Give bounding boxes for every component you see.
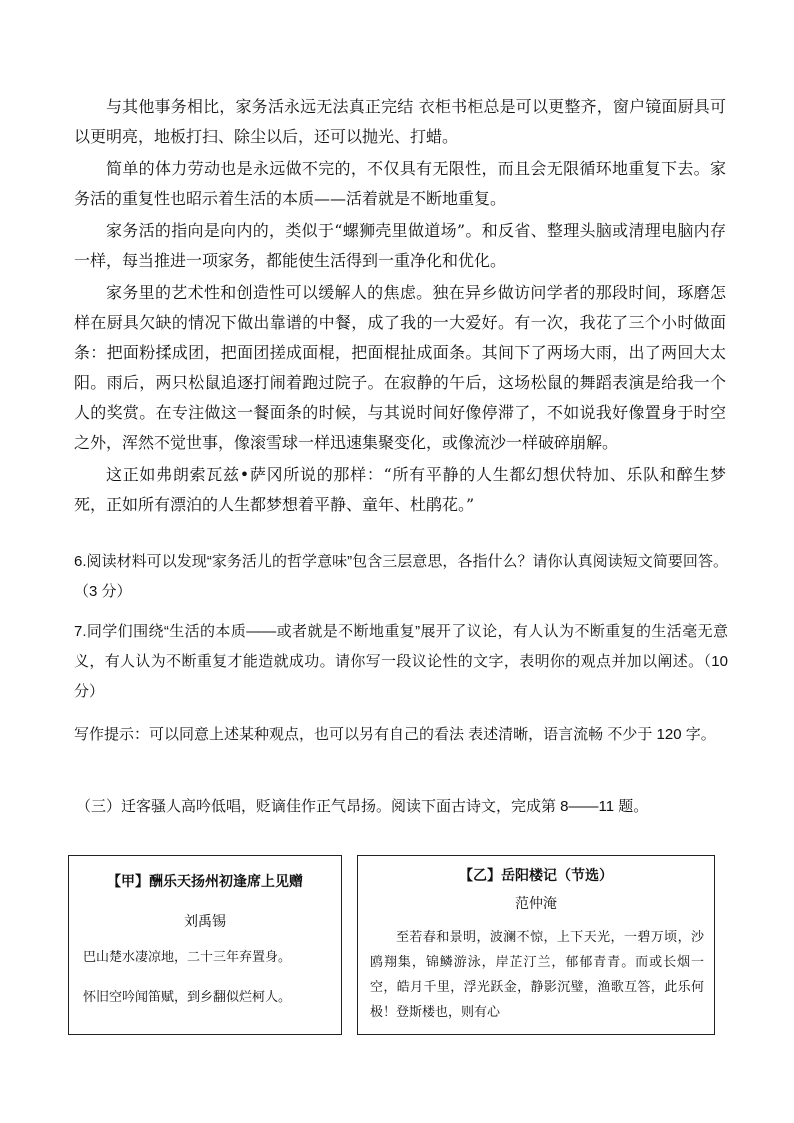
question-7: 7.同学们围绕“生活的本质——或者就是不断地重复”展开了议论，有人认为不断重复的生活毫无意义，有人认为不断重复才能造就成功。请你写一段议论性的文字，表明你的观点并加以阐述。（10 分）	[74, 623, 728, 700]
section-heading: （三）迁客骚人高吟低唱，贬谪佳作正气昂扬。阅读下面古诗文，完成第 8——11 题。	[76, 798, 649, 815]
prose-b-title: 【乙】岳阳楼记（节选）	[459, 867, 613, 883]
passage-paragraph-4: 家务里的艺术性和创造性可以缓解人的焦虑。独在异乡做访问学者的那段时间，琢磨怎样在厨具欠缺的情况下做出靠谱的中餐，成了我的一大爱好。有一次，我花了三个小时做面条：把面粉揉成团，把面团搓成面棍，把面棍扯成面条。其间下了两场大雨，出了两回大太阳。雨后，两只松鼠追逐打闹着跑过院子。在寂静的午后，这场松鼠的舞蹈表演是给我一个人的奖赏。在专注做这一餐面条的时候，与其说时间好像停滞了，不如说我好像置身于时空之外，浑然不觉世事，像滚雪球一样迅速集聚变化，或像流沙一样破碎崩解。	[74, 283, 726, 452]
poem-a-author: 刘禹锡	[184, 913, 226, 929]
poem-a-title: 【甲】酬乐天扬州初逢席上见赠	[107, 873, 303, 889]
passage-paragraph-3: 家务活的指向是向内的，类似于“螺狮壳里做道场”。和反省、整理头脑或清理电脑内存一样，每当推进一项家务，都能使生活得到一重净化和优化。	[74, 221, 726, 270]
poem-a-line-2: 怀旧空吟闻笛赋，到乡翻似烂柯人。	[83, 990, 292, 1005]
passage-paragraph-2: 简单的体力劳动也是永远做不完的，不仅具有无限性，而且会无限循环地重复下去。家务活的重复性也昭示着生活的本质——活着就是不断地重复。	[74, 159, 726, 208]
writing-tip: 写作提示：可以同意上述某种观点，也可以另有自己的看法 表述清晰，语言流畅 不少于 120 字。	[74, 726, 716, 743]
poem-a-lines	[83, 945, 341, 1025]
poem-a-line-1: 巴山楚水凄凉地，二十三年弃置身。	[83, 950, 292, 965]
passage-paragraph-5: 这正如弗朗索瓦兹•萨冈所说的那样：“所有平静的人生都幻想伏特加、乐队和醉生梦死，正如所有漂泊的人生都梦想着平静、童年、杜鹃花。”	[74, 465, 726, 514]
reading-passage	[74, 92, 726, 522]
passage-paragraph-1: 与其他事务相比，家务活永远无法真正完结 衣柜书柜总是可以更整齐，窗户镜面厨具可以更明亮，地板打扫、除尘以后，还可以抛光、打蜡。	[74, 97, 726, 146]
prose-b-text: 至若春和景明，波澜不惊，上下天光，一碧万顷，沙鸥翔集，锦鳞游泳，岸芷汀兰，郁郁青青。而或长烟一空，皓月千里，浮光跃金，静影沉璧，渔歌互答，此乐何极！登斯楼也，则有心	[370, 930, 704, 1020]
prose-b-author: 范仲淹	[515, 895, 557, 911]
prose-b-box	[357, 855, 715, 1035]
question-6: 6.阅读材料可以发现“家务活儿的哲学意味”包含三层意思，各指什么？请你认真阅读短文简要回答。（3 分）	[74, 553, 728, 600]
poem-a-box	[68, 855, 342, 1035]
